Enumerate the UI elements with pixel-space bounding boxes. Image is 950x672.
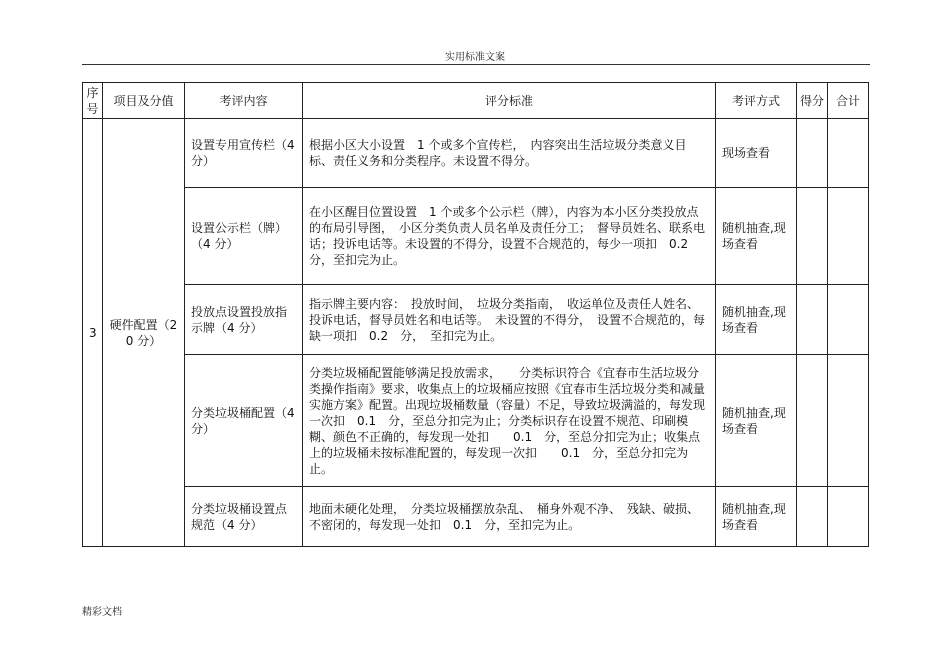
row-total	[828, 188, 869, 285]
header-divider	[82, 64, 870, 65]
row-total	[828, 119, 869, 188]
evaluation-table	[82, 82, 869, 547]
table-row	[83, 487, 869, 547]
row-method: 随机抽查,现场查看	[716, 355, 797, 487]
table-row	[83, 188, 869, 285]
row-criteria: 指示牌主要内容： 投放时间， 垃圾分类指南， 收运单位及责任人姓名、投诉电话，督导员姓名和电话等。 未设置的不得分， 设置不合规范的，每缺一项扣 0.2 分， 至扣完为止。	[303, 285, 716, 355]
row-total	[828, 355, 869, 487]
row-criteria: 在小区醒目位置设置 1 个或多个公示栏（牌），内容为本小区分类投放点的布局引导图， 小区分类负责人员名单及责任分工； 督导员姓名、联系电话；投诉电话等。未设置的不得分，设置不合规范的，每少一项扣 0.2 分，至扣完为止。	[303, 188, 716, 285]
row-method: 随机抽查,现场查看	[716, 188, 797, 285]
row-score	[797, 487, 828, 547]
row-content: 投放点设置投放指示牌（4 分）	[185, 285, 303, 355]
row-score	[797, 285, 828, 355]
row-score	[797, 119, 828, 188]
header-content: 考评内容	[185, 83, 303, 119]
header-method: 考评方式	[716, 83, 797, 119]
header-criteria: 评分标准	[303, 83, 716, 119]
group-item: 硬件配置（20 分）	[103, 119, 185, 547]
row-content: 分类垃圾桶设置点规范（4 分）	[185, 487, 303, 547]
page-footer: 精彩文档	[82, 607, 122, 618]
row-score	[797, 188, 828, 285]
row-content: 设置公示栏（牌）（4 分）	[185, 188, 303, 285]
row-content: 分类垃圾桶配置（4 分）	[185, 355, 303, 487]
row-total	[828, 487, 869, 547]
row-score	[797, 355, 828, 487]
row-content: 设置专用宣传栏（4 分）	[185, 119, 303, 188]
row-total	[828, 285, 869, 355]
page-header: 实用标准文案	[445, 52, 505, 63]
table-row	[83, 119, 869, 188]
row-method: 现场查看	[716, 119, 797, 188]
row-method: 随机抽查,现场查看	[716, 487, 797, 547]
header-seq: 序号	[83, 83, 103, 119]
table-header-row	[83, 83, 869, 119]
table-row	[83, 355, 869, 487]
row-method: 随机抽查,现场查看	[716, 285, 797, 355]
header-score: 得分	[797, 83, 828, 119]
row-criteria: 根据小区大小设置 1 个或多个宣传栏， 内容突出生活垃圾分类意义目标、责任义务和分类程序。未设置不得分。	[303, 119, 716, 188]
table-row	[83, 285, 869, 355]
row-criteria: 分类垃圾桶配置能够满足投放需求， 分类标识符合《宜春市生活垃圾分类操作指南》要求，收集点上的垃圾桶应按照《宜春市生活垃圾分类和减量实施方案》配置。出现垃圾桶数量（容量）不足，导致垃圾满溢的，每发现一次扣 0.1 分，至总分扣完为止；分类标识存在设置不规范、印刷模糊、颜色不正确的，每发现一处扣 0.1 分，至总分扣完为止；收集点上的垃圾桶未按标准配置的，每发现一次扣 0.1 分，至总分扣完为止。	[303, 355, 716, 487]
group-seq: 3	[83, 119, 103, 547]
row-criteria: 地面未硬化处理， 分类垃圾桶摆放杂乱、 桶身外观不净、 残缺、破损、不密闭的，每发现一处扣 0.1 分，至扣完为止。	[303, 487, 716, 547]
header-item: 项目及分值	[103, 83, 185, 119]
header-total: 合计	[828, 83, 869, 119]
